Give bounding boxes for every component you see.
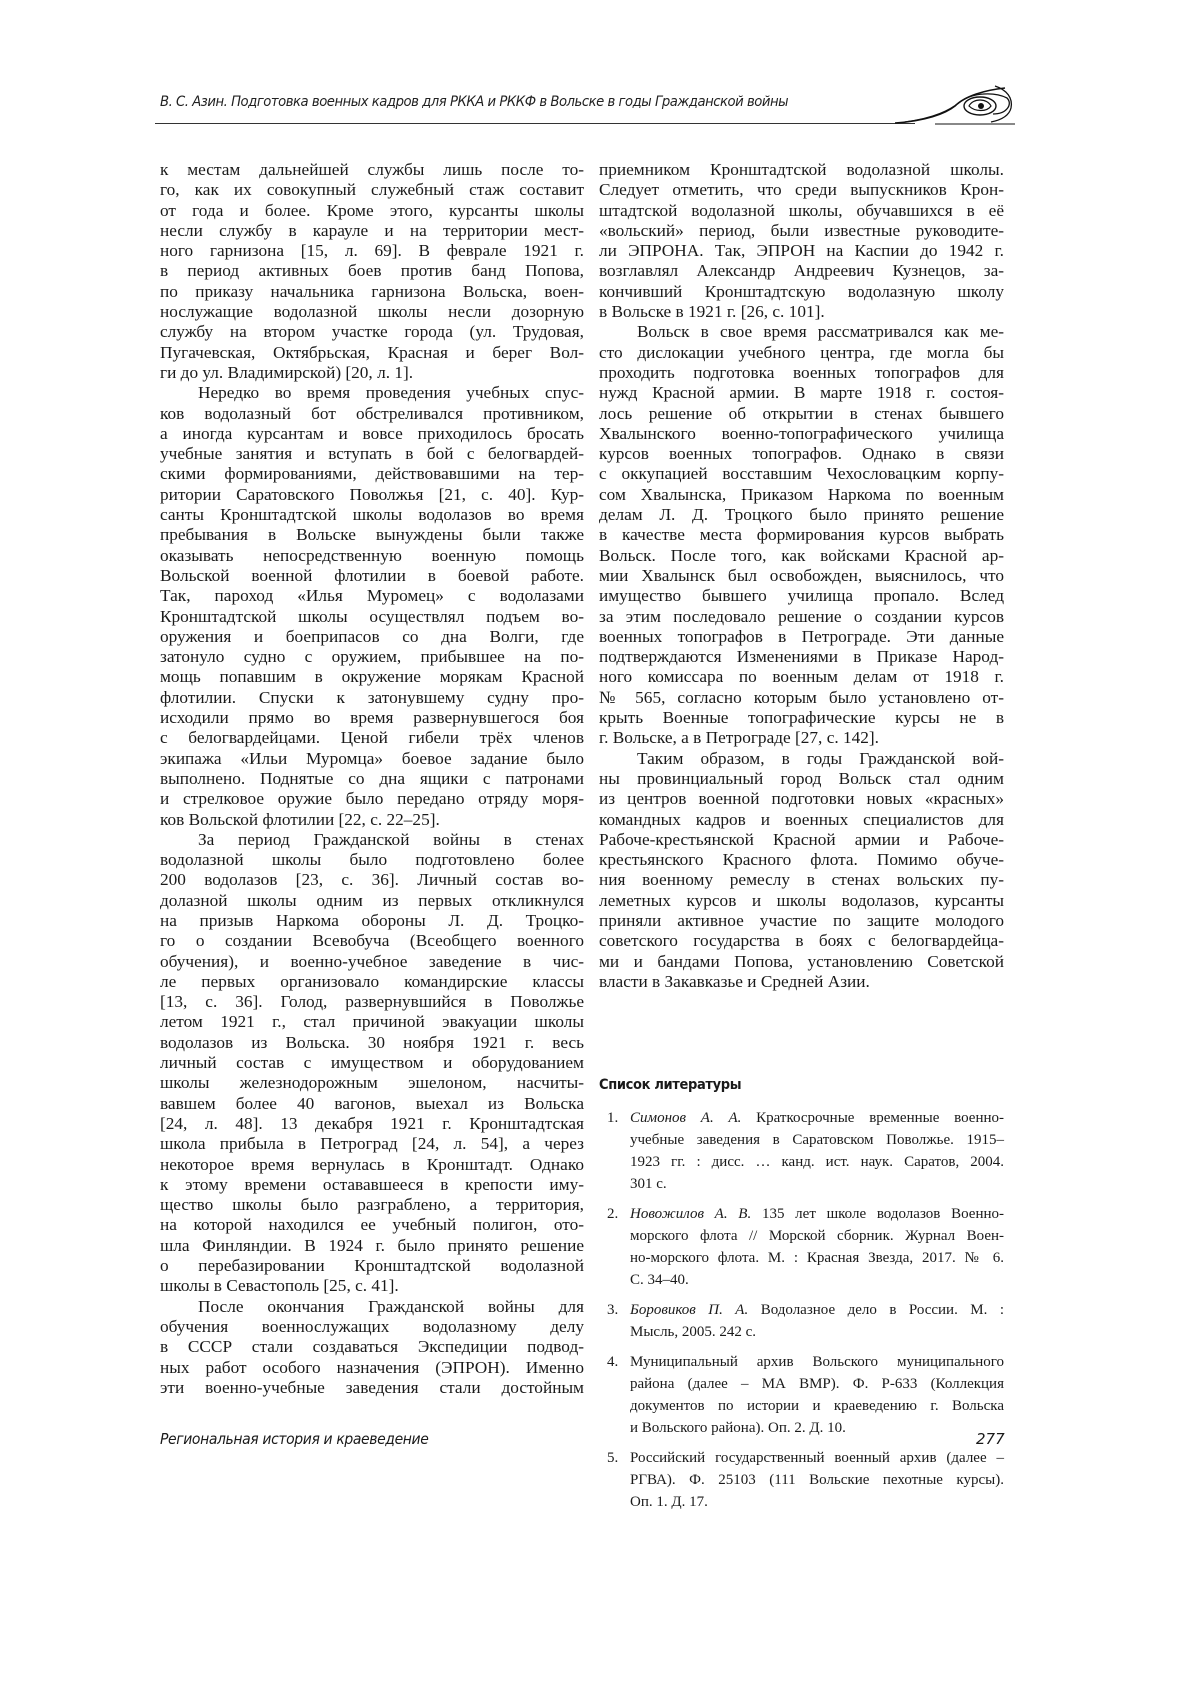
text-line: № 565, согласно которым было установлено от- (599, 688, 1004, 708)
header-divider (155, 123, 915, 124)
reference-line: Муниципальный архив Вольского муниципального (630, 1351, 1004, 1373)
text-line: [13, с. 36]. Голод, развернувшийся в Поволжье (160, 992, 584, 1012)
text-line: ного гарнизона [15, л. 69]. В феврале 1921 г. (160, 241, 584, 261)
text-line: от года и более. Кроме этого, курсанты школы (160, 201, 584, 221)
text-line: Пугачевская, Октябрьская, Красная и берег Вол- (160, 343, 584, 363)
reference-line: Мысль, 2005. 242 с. (630, 1321, 1004, 1343)
bibliography-list (607, 1107, 1004, 1521)
reference-line: документов по истории и краеведению г. Вольска (630, 1395, 1004, 1417)
text-line: водолазной школы было подготовлено более (160, 850, 584, 870)
text-line: штадтской водолазной школы, обучавшихся в её (599, 201, 1004, 221)
paragraph (599, 160, 1004, 322)
text-line: Вольск в свое время рассматривался как ме- (599, 322, 1004, 342)
text-line: делам Л. Д. Троцкого было принято решение (599, 505, 1004, 525)
text-line: в качестве места формирования курсов выбрать (599, 525, 1004, 545)
reference-line: морского флота // Морской сборник. Журнал Воен- (630, 1225, 1004, 1247)
text-line: подтверждаются Изменениями в Приказе Народ- (599, 647, 1004, 667)
text-line: командных кадров и военных специалистов для (599, 810, 1004, 830)
text-line: Хвалынского военно-топографического училища (599, 424, 1004, 444)
text-line: ги до ул. Владимирской) [20, л. 1]. (160, 363, 584, 383)
text-line: школа прибыла в Петроград [24, л. 54], а через (160, 1134, 584, 1154)
text-line: пребывания в Вольске вынуждены были также (160, 525, 584, 545)
bibliography-heading: Список литературы (599, 1077, 741, 1093)
text-line: некоторое время вернулась в Кронштадт. Однако (160, 1155, 584, 1175)
reference-item (607, 1447, 1004, 1513)
text-line: с оккупацией восставшим Чехословацким корпу- (599, 464, 1004, 484)
text-line: учебные занятия и вступать в бой с белогвардей- (160, 444, 584, 464)
text-line: ритории Саратовского Поволжья [21, с. 40]. Кур- (160, 485, 584, 505)
text-line: на которой находился ее учебный полигон, ото- (160, 1215, 584, 1235)
text-line: За период Гражданской войны в стенах (160, 830, 584, 850)
text-line: флотилии. Спуски к затонувшему судну про- (160, 688, 584, 708)
text-line: крыть Военные топографические курсы не в (599, 708, 1004, 728)
text-line: выполнено. Поднятые со дна ящики с патронами (160, 769, 584, 789)
text-line: затонуло судно с оружием, прибывшее на по- (160, 647, 584, 667)
paragraph (599, 749, 1004, 993)
left-text-column (160, 160, 584, 1398)
text-line: сто дислокации учебного центра, где могла бы (599, 343, 1004, 363)
text-line: мии Хвалынск был освобожден, выяснилось, что (599, 566, 1004, 586)
text-line: за этим последовало решение о создании курсов (599, 607, 1004, 627)
text-line: ли ЭПРОНА. Так, ЭПРОН на Каспии до 1942 г. (599, 241, 1004, 261)
reference-number: 1. (607, 1107, 618, 1129)
text-line: Вольской военной флотилии в боевой работе. (160, 566, 584, 586)
text-line: ного комиссара по военным делам от 1918 г. (599, 667, 1004, 687)
reference-item (607, 1299, 1004, 1343)
text-line: из центров военной подготовки новых «красных» (599, 789, 1004, 809)
text-line: После окончания Гражданской войны для (160, 1297, 584, 1317)
text-line: в период активных боев против банд Попова, (160, 261, 584, 281)
text-line: г. Вольске, а в Петрограде [27, с. 142]. (599, 728, 1004, 748)
text-line: щество школы было разграблено, а территория, (160, 1195, 584, 1215)
page-number: 277 (976, 1430, 1005, 1448)
text-line: экипажа «Ильи Муромца» боевое задание было (160, 749, 584, 769)
text-line: Таким образом, в годы Гражданской вой- (599, 749, 1004, 769)
text-line: вавшем более 40 вагонов, выехал из Вольска (160, 1094, 584, 1114)
text-line: ков водолазный бот обстреливался противником, (160, 404, 584, 424)
text-line: и стрелковое оружие было передано отряду моря- (160, 789, 584, 809)
reference-text: Водолазное дело в России. М. : (748, 1302, 1004, 1318)
text-line: личный состав с имуществом и оборудованием (160, 1053, 584, 1073)
text-line: обучения военнослужащих водолазному делу (160, 1317, 584, 1337)
text-line: [24, л. 48]. 13 декабря 1921 г. Кронштадтская (160, 1114, 584, 1134)
text-line: приемником Кронштадтской водолазной школы. (599, 160, 1004, 180)
text-line: проходить подготовка военных топографов для (599, 363, 1004, 383)
text-line: военных топографов в Петрограде. Эти данные (599, 627, 1004, 647)
text-line: службу на втором участке города (ул. Трудовая, (160, 322, 584, 342)
reference-line: и Вольского района). Оп. 2. Д. 10. (630, 1417, 1004, 1439)
text-line: шла Финляндии. В 1924 г. было принято решение (160, 1236, 584, 1256)
text-line: летом 1921 г., стал причиной эвакуации школы (160, 1012, 584, 1032)
text-line: школы железнодорожным эшелоном, насчиты- (160, 1073, 584, 1093)
text-line: на призыв Наркома обороны Л. Д. Троцко- (160, 911, 584, 931)
text-line: к этому времени остававшееся в крепости иму- (160, 1175, 584, 1195)
text-line: приняли активное участие по защите молодого (599, 911, 1004, 931)
reference-author: Новожилов А. В. (630, 1206, 751, 1222)
text-line: Следует отметить, что среди выпускников Крон- (599, 180, 1004, 200)
reference-line: С. 34–40. (630, 1269, 1004, 1291)
text-line: ных работ особого назначения (ЭПРОН). Именно (160, 1358, 584, 1378)
reference-author: Боровиков П. А. (630, 1302, 748, 1318)
reference-line: но-морского флота. М. : Красная Звезда, 2017. № 6. (630, 1247, 1004, 1269)
reference-line: РГВА). Ф. 25103 (111 Вольские пехотные курсы). (630, 1469, 1004, 1491)
text-line: леметных курсов и школы водолазов, курсанты (599, 891, 1004, 911)
reference-line: 301 с. (630, 1173, 1004, 1195)
art-nouveau-ornament-icon (895, 84, 1015, 132)
text-line: с белогвардейцами. Ценой гибели трёх членов (160, 728, 584, 748)
text-line: оказывать непосредственную военную помощь (160, 546, 584, 566)
text-line: «вольский» период, были известные руководите- (599, 221, 1004, 241)
text-line: оружения и боеприпасов со дна Волги, где (160, 627, 584, 647)
text-line: ков Вольской флотилии [22, с. 22–25]. (160, 810, 584, 830)
paragraph (599, 322, 1004, 748)
text-line: 200 водолазов [23, с. 36]. Личный состав во- (160, 870, 584, 890)
text-line: го о создании Всевобуча (Всеобщего военного (160, 931, 584, 951)
text-line: сом Хвалынска, Приказом Наркома по военным (599, 485, 1004, 505)
text-line: советского государства в боях с белогвардейца- (599, 931, 1004, 951)
text-line: скими формированиями, действовавшими на тер- (160, 464, 584, 484)
text-line: мощь попавшим в окружение морякам Красной (160, 667, 584, 687)
text-line: о перебазировании Кронштадтской водолазной (160, 1256, 584, 1276)
text-line: в Вольске в 1921 г. [26, с. 101]. (599, 302, 1004, 322)
text-line: ны провинциальный город Вольск стал одним (599, 769, 1004, 789)
reference-item (607, 1351, 1004, 1439)
reference-item (607, 1107, 1004, 1195)
reference-line: учебные заведения в Саратовском Поволжье. 1915– (630, 1129, 1004, 1151)
reference-line: Оп. 1. Д. 17. (630, 1491, 1004, 1513)
text-line: Нередко во время проведения учебных спус- (160, 383, 584, 403)
text-line: власти в Закавказье и Средней Азии. (599, 972, 1004, 992)
reference-number: 5. (607, 1447, 618, 1469)
text-line: ле первых организовало командирские классы (160, 972, 584, 992)
reference-line (630, 1107, 1004, 1129)
text-line: Кронштадтской школы осуществлял подъем во- (160, 607, 584, 627)
text-line: Так, пароход «Илья Муромец» с водолазами (160, 586, 584, 606)
paragraph (160, 383, 584, 830)
paragraph (160, 1297, 584, 1398)
reference-text: 135 лет школе водолазов Военно- (751, 1206, 1004, 1222)
paragraph (160, 160, 584, 383)
reference-line: района (далее – МА ВМР). Ф. Р-633 (Коллекция (630, 1373, 1004, 1395)
text-line: по приказу начальника гарнизона Вольска, воен- (160, 282, 584, 302)
text-line: к местам дальнейшей службы лишь после то- (160, 160, 584, 180)
reference-text: Краткосрочные временные военно- (741, 1110, 1004, 1126)
right-text-column (599, 160, 1004, 992)
text-line: го, как их совокупный служебный стаж составит (160, 180, 584, 200)
text-line: имущество бывшего училища пропало. Вслед (599, 586, 1004, 606)
running-header: В. С. Азин. Подготовка военных кадров для РККА и РККФ в Вольске в годы Гражданской войны (160, 94, 788, 110)
text-line: курсов военных топографов. Однако в связи (599, 444, 1004, 464)
text-line: ми и бандами Попова, установлению Советской (599, 952, 1004, 972)
reference-author: Симонов А. А. (630, 1110, 741, 1126)
reference-line: 1923 гг. : дисс. … канд. ист. наук. Саратов, 2004. (630, 1151, 1004, 1173)
text-line: санты Кронштадтской школы водолазов во время (160, 505, 584, 525)
text-line: лось решение об открытии в стенах бывшего (599, 404, 1004, 424)
text-line: крестьянского Красного флота. Помимо обуче- (599, 850, 1004, 870)
text-line: школы в Севастополь [25, с. 41]. (160, 1276, 584, 1296)
text-line: нужд Красной армии. В марте 1918 г. состоя- (599, 383, 1004, 403)
text-line: кончивший Кронштадтскую водолазную школу (599, 282, 1004, 302)
text-line: Вольск. После того, как войсками Красной ар- (599, 546, 1004, 566)
text-line: ния военному ремеслу в стенах вольских пу- (599, 870, 1004, 890)
reference-item (607, 1203, 1004, 1291)
reference-line (630, 1299, 1004, 1321)
reference-line: Российский государственный военный архив (далее – (630, 1447, 1004, 1469)
text-line: долазной школы одним из первых откликнулся (160, 891, 584, 911)
text-line: водолазов из Вольска. 30 ноября 1921 г. весь (160, 1033, 584, 1053)
text-line: исходили прямо во время развернувшегося боя (160, 708, 584, 728)
reference-number: 4. (607, 1351, 618, 1373)
text-line: несли службу в карауле и на территории мест- (160, 221, 584, 241)
text-line: нослужащие водолазной школы несли дозорную (160, 302, 584, 322)
reference-number: 3. (607, 1299, 618, 1321)
text-line: а иногда курсантам и вовсе приходилось бросать (160, 424, 584, 444)
text-line: эти военно-учебные заведения стали достойным (160, 1378, 584, 1398)
text-line: Рабоче-крестьянской Красной армии и Рабоче- (599, 830, 1004, 850)
reference-line (630, 1203, 1004, 1225)
text-line: в СССР стали создаваться Экспедиции подвод- (160, 1337, 584, 1357)
paragraph (160, 830, 584, 1297)
reference-number: 2. (607, 1203, 618, 1225)
text-line: возглавлял Александр Андреевич Кузнецов, за- (599, 261, 1004, 281)
text-line: обучения), и военно-учебное заведение в чис- (160, 952, 584, 972)
journal-title: Региональная история и краеведение (160, 1430, 428, 1448)
